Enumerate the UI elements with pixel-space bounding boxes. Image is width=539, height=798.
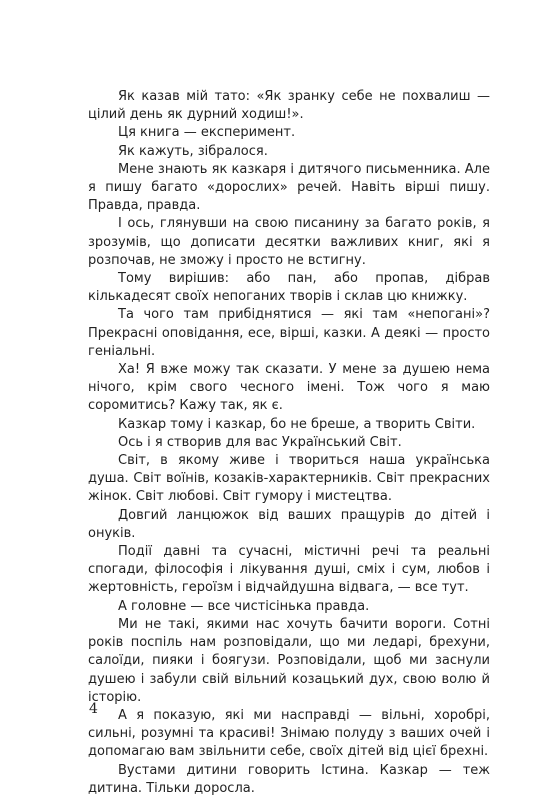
paragraph: Світ, в якому живе і твориться наша українська душа. Світ воїнів, козаків-характерників. Світ прекрасних жінок. Світ любові. Світ гумору і мистецтва. [88,453,490,505]
paragraph: Як кажуть, зібралося. [118,143,268,159]
paragraph: Довгий ланцюжок від ваших пращурів до дітей і онуків. [88,507,490,541]
body-text [88,88,490,798]
paragraph: Події давні та сучасні, містичні речі та реальні спогади, філософія і лікування душі, сміх і сум, любов і жертовність, героїзм і відчайдушна відвага, — все тут. [88,544,490,596]
paragraph: Вустами дитини говорить Істина. Казкар — теж дитина. Тільки доросла. [88,762,490,796]
paragraph: Мене знають як казкаря і дитячого письменника. Але я пишу багато «дорослих» речей. Навіть вірші пишу. Правда, правда. [88,161,490,214]
paragraph: І ось, глянувши на свою писанину за багато років, я зрозумів, що дописати десятки важливих книг, які я розпочав, не зможу і просто не встигну. [88,216,490,268]
paragraph: Та чого там прибіднятися — які там «непогані»? Прекрасні оповідання, есе, вірші, казки. А деякі — просто геніальні. [88,307,490,359]
paragraph: Казкар тому і казкар, бо не бреше, а творить Світи. [118,416,476,432]
paragraph: Ха! Я вже можу так сказати. У мене за душею нема нічого, крім свого чесного імені. Тож чого я маю соромитись? Кажу так, як є. [88,362,490,414]
page-number: 4 [89,701,98,717]
paragraph: Тому вирішив: або пан, або пропав, дібрав кількадесят своїх непоганих творів і склав цю книжку. [88,271,490,305]
paragraph: Як казав мій тато: «Як зранку себе не похвалиш — цілий день як дурний ходиш!». [88,89,490,123]
paragraph: А я показую, які ми насправді — вільні, хоробрі, сильні, розумні та красиві! Знімаю полуду з ваших очей і допомагаю вам звільнити себе, своїх дітей від цієї брехні. [88,707,490,760]
paragraph: Ось і я створив для вас Український Світ. [118,434,402,450]
paragraph: Ми не такі, якими нас хочуть бачити вороги. Сотні років поспіль нам розповідали, що ми ледарі, брехуни, салоїди, пияки і боягузи. Розповідали, щоб ми заснули душею і забули свій вільний козацький дух, свою волю й історію. [88,616,490,705]
paragraph: А головне — все чистісінька правда. [118,598,370,614]
paragraph: Ця книга — експеримент. [118,125,296,141]
